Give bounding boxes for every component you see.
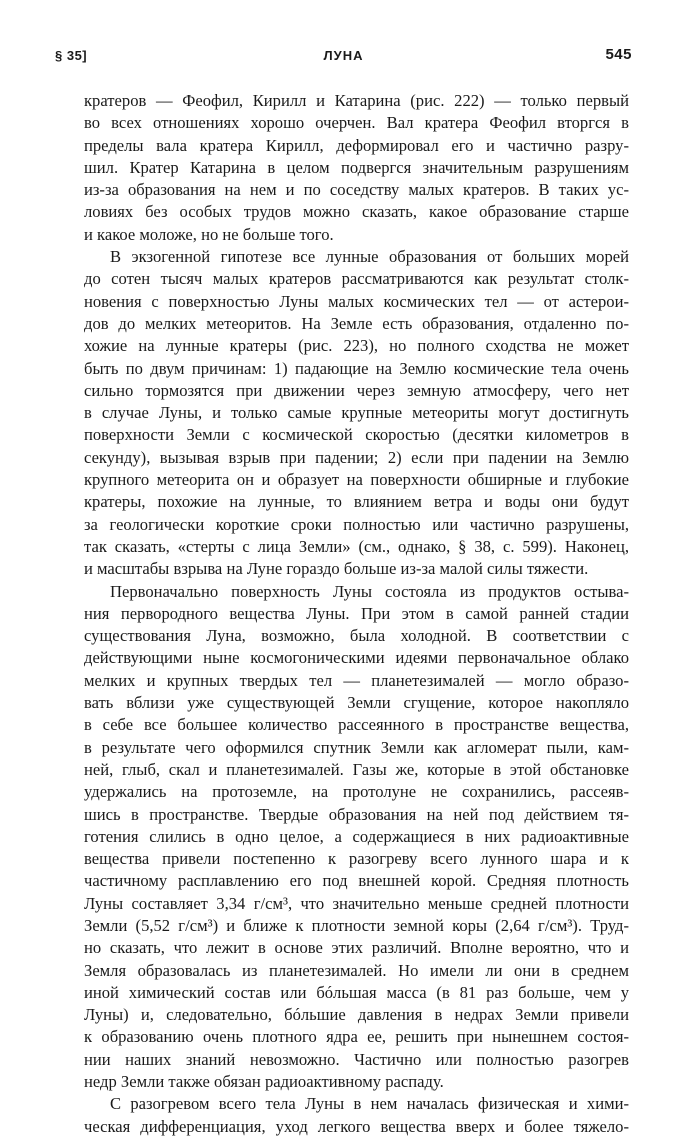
text-line: удержались на протоземле, на протолуне не сохранились, рассеяв- <box>84 782 629 802</box>
text-line: сильно тормозятся при движении через земную атмосферу, чего нет <box>84 380 629 400</box>
text-line: мелких и крупных твердых тел — планетезималей — могло образо- <box>84 670 629 690</box>
text-line: новения с поверхностью Луны малых космических тел — от астерои- <box>84 291 629 311</box>
text-line: С разогревом всего тела Луны в нем началась физическая и хими- <box>110 1094 629 1114</box>
text-line: Земли (5,52 г/см³) и ближе к плотности земной коры (2,64 г/см³). Труд- <box>84 915 629 935</box>
text-line: частичному расплавлению его под внешней корой. Средняя плотность <box>84 871 629 891</box>
text-line: в себе все большее количество рассеянного в пространстве вещества, <box>84 715 629 735</box>
text-line: шил. Кратер Катарина в целом подвергся значительным разрушениям <box>84 157 629 177</box>
text-line: и какое моложе, но не больше того. <box>84 224 334 244</box>
text-line: ческая дифференциация, уход легкого вещества вверх и более тяжело- <box>84 1116 629 1136</box>
text-line: быть по двум причинам: 1) падающие на Землю космические тела очень <box>84 358 629 378</box>
text-line: недр Земли также обязан радиоактивному распаду. <box>84 1072 444 1092</box>
section-marker: § 35] <box>55 48 88 63</box>
text-line: из-за образования на нем и по соседству малых кратеров. В таких ус- <box>84 180 629 200</box>
text-line: поверхности Земли с космической скоростью (десятки километров в <box>84 425 629 445</box>
text-line: во всех отношениях хорошо очерчен. Вал кратера Феофил вторгся в <box>84 113 629 133</box>
text-line: хожие на лунные кратеры (рис. 223), но полного сходства не может <box>84 336 629 356</box>
text-line: секунду), вызывая взрыв при падении; 2) если при падении на Землю <box>84 447 629 467</box>
text-line: за геологически короткие сроки полностью или частично разрушены, <box>84 514 629 534</box>
text-line: иной химический состав или бóльшая масса (в 81 раз больше, чем у <box>84 982 629 1002</box>
text-line: кратеры, похожие на лунные, то влиянием ветра и воды они будут <box>84 492 629 512</box>
text-line: Луны составляет 3,34 г/см³, что значительно меньше средней плотности <box>84 893 629 913</box>
text-line: В экзогенной гипотезе все лунные образования от больших морей <box>110 247 629 267</box>
paragraph <box>84 581 629 1094</box>
text-line: действующими ныне космогоническими идеями первоначальное облако <box>84 648 629 668</box>
text-line: шись в пространстве. Твердые образования на ней под действием тя- <box>84 804 629 824</box>
text-line: но сказать, что лежит в основе этих различий. Вполне вероятно, что и <box>84 938 629 958</box>
text-line: в случае Луны, и только самые крупные метеориты могут достигнуть <box>84 403 629 423</box>
text-line: вещества привели постепенно к разогреву всего лунного шара и к <box>84 849 629 869</box>
text-line: в результате чего оформился спутник Земли как агломерат пыли, кам- <box>84 737 629 757</box>
running-head <box>55 48 632 70</box>
text-line: существования Луна, возможно, была холодной. В соответствии с <box>84 626 629 646</box>
text-line: до сотен тысяч малых кратеров рассматриваются как результат столк- <box>84 269 629 289</box>
text-line: пределы вала кратера Кирилл, деформировал его и частично разру- <box>84 135 629 155</box>
text-line: к образованию очень плотного ядра ее, решить при нынешнем состоя- <box>84 1027 629 1047</box>
paragraph <box>84 90 629 246</box>
text-line: ней, глыб, скал и планетезималей. Газы же, которые в этой обстановке <box>84 759 629 779</box>
text-line: Земля образовалась из планетезималей. Но имели ли они в среднем <box>84 960 629 980</box>
chapter-title: ЛУНА <box>323 48 364 63</box>
page-number: 545 <box>605 46 632 63</box>
body-text <box>84 90 629 1138</box>
text-line: нии наших знаний невозможно. Частично или полностью разогрев <box>84 1049 629 1069</box>
text-line: готения слились в одно целое, а содержащиеся в них радиоактивные <box>84 826 629 846</box>
text-line: и масштабы взрыва на Луне гораздо больше из-за малой силы тяжести. <box>84 559 589 579</box>
text-line: Луны) и, следовательно, бóльшие давления в недрах Земли привели <box>84 1005 629 1025</box>
text-line: Первоначально поверхность Луны состояла из продуктов остыва- <box>110 581 629 601</box>
text-line: вать вблизи уже существующей Земли сгущение, которое накопляло <box>84 693 629 713</box>
text-line: дов до мелких метеоритов. На Земле есть образования, отдаленно по- <box>84 313 629 333</box>
text-line: ния первородного вещества Луны. При этом в самой ранней стадии <box>84 603 629 623</box>
paragraph <box>84 1093 629 1138</box>
text-line: кратеров — Феофил, Кирилл и Катарина (рис. 222) — только первый <box>84 91 629 110</box>
text-line: так сказать, «стерты с лица Земли» (см., однако, § 38, с. 599). Наконец, <box>84 536 629 556</box>
paragraph <box>84 246 629 580</box>
text-line: крупного метеорита он и образует на поверхности обширные и глубокие <box>84 470 629 490</box>
text-line: ловиях без особых трудов можно сказать, какое образование старше <box>84 202 629 222</box>
